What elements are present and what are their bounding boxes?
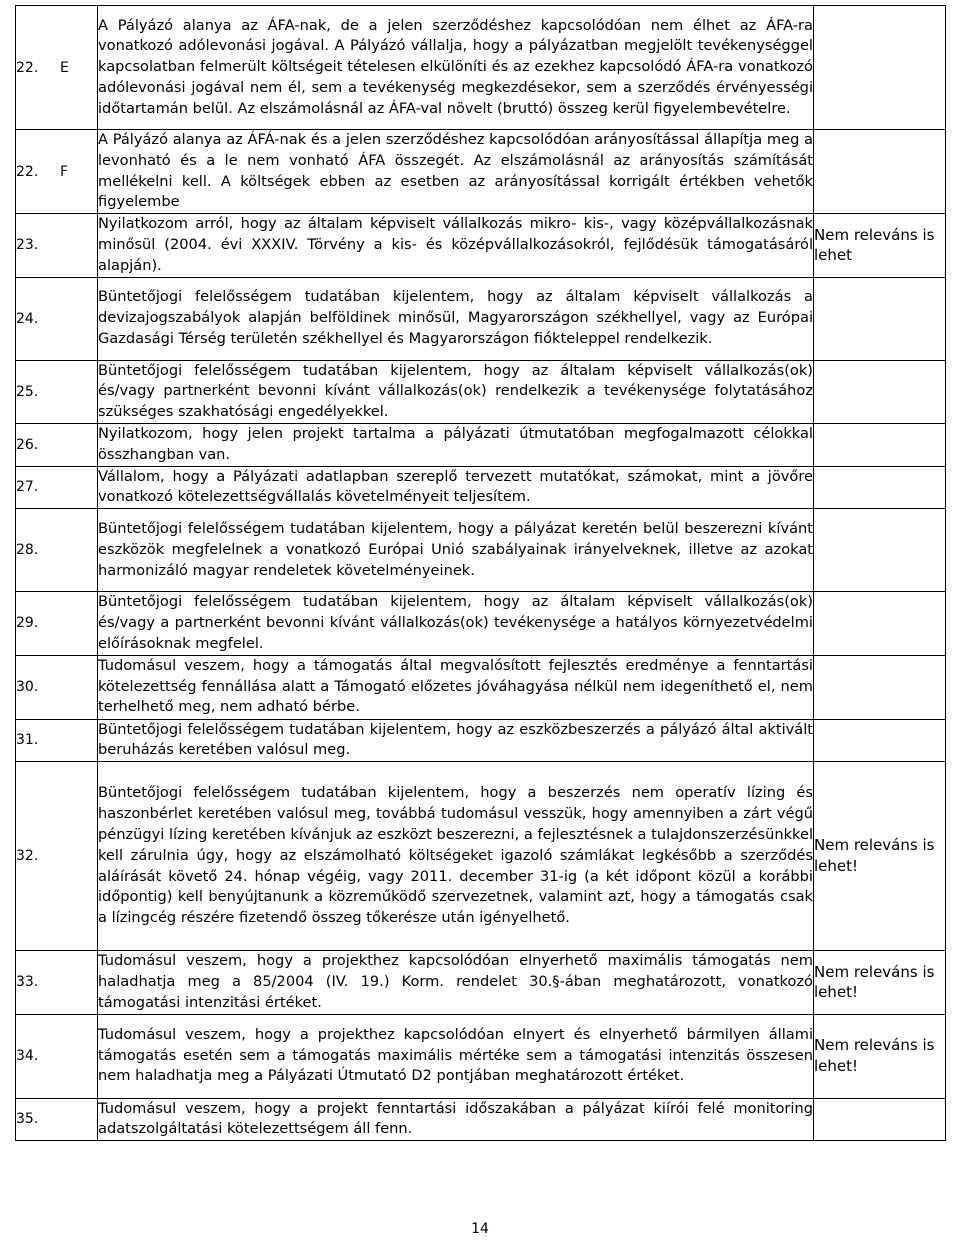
declaration-text: A Pályázó alanya az ÁFA-nak, de a jelen szerződéshez kapcsolódóan nem élhet az ÁFA-ra vonatkozó adólevonási jogával. A Pályázó vállalja, hogy a pályázatban megjelölt tevékenységgel kapcsolatban felmerült költségeit tételesen elkülöníti és az ezekhez kapcsolódó ÁFA-ra vonatkozó adólevonási jogával nem él, sem a tevékenység megkezdésekor, sem a szerződés érvényességi időtartamán belül. Az elszámolásnál az ÁFA-val növelt (bruttó) összeg kerül figyelembevételre.: [98, 6, 814, 130]
note-cell: [814, 655, 946, 719]
item-number: 24.: [16, 310, 39, 327]
table-row: [16, 1098, 946, 1141]
note-cell: [814, 1098, 946, 1141]
table-row: [16, 509, 946, 592]
item-number: 22.: [16, 163, 39, 180]
item-number-cell: [16, 951, 98, 1014]
item-number: 34.: [16, 1048, 39, 1065]
declaration-text: Büntetőjogi felelősségem tudatában kijelentem, hogy az általam képviselt vállalkozás(ok) és/vagy a partnerként bevonni kívánt vállalkozás(ok) tevékenysége a hatályos környezetvédelmi előírásoknak megfelel.: [98, 592, 814, 655]
declaration-text: Tudomásul veszem, hogy a támogatás által megvalósított fejlesztés eredménye a fenntartási kötelezettség fennállása alatt a Támogató előzetes jóváhagyása nélkül nem idegeníthető el, nem terhelhető meg, nem adható bérbe.: [98, 655, 814, 719]
note-cell: [814, 951, 946, 1014]
note-cell: [814, 509, 946, 592]
item-number: 30.: [16, 679, 39, 696]
item-number: 35.: [16, 1111, 39, 1128]
table-row: [16, 655, 946, 719]
relevance-note: Nem releváns is lehet!: [814, 1036, 935, 1076]
declaration-text: Tudomásul veszem, hogy a projekthez kapcsolódóan elnyert és elnyerhető bármilyen állami támogatás esetén sem a támogatás maximális mértéke sem a támogatási intenzitás összesen nem haladhatja meg a Pályázati Útmutató D2 pontjában meghatározott értéket.: [98, 1014, 814, 1098]
item-number-cell: [16, 423, 98, 466]
declaration-text: Büntetőjogi felelősségem tudatában kijelentem, hogy a pályázat keretén belül beszerezni kívánt eszközök megfelelnek a vonatkozó Európai Unió szabályainak irányelveknek, illetve az azokat harmonizáló magyar rendeletek követelményeinek.: [98, 509, 814, 592]
note-cell: [814, 360, 946, 423]
item-number: 23.: [16, 237, 39, 254]
declaration-text: Büntetőjogi felelősségem tudatában kijelentem, hogy az eszközbeszerzés a pályázó által aktivált beruházás keretében valósul meg.: [98, 719, 814, 762]
declaration-text: Nyilatkozom arról, hogy az általam képviselt vállalkozás mikro- kis-, vagy középvállalkozásnak minősül (2004. évi XXXIV. Törvény a kis- és középvállalkozásokról, fejlődésük támogatásáról alapján).: [98, 214, 814, 277]
table-row: [16, 592, 946, 655]
table-row: [16, 277, 946, 360]
relevance-note: Nem releváns is lehet!: [814, 836, 935, 876]
table-row: [16, 466, 946, 509]
item-number: 32.: [16, 848, 39, 865]
note-cell: [814, 466, 946, 509]
declaration-text: Tudomásul veszem, hogy a projekthez kapcsolódóan elnyerhető maximális támogatás nem haladhatja meg a 85/2004 (IV. 19.) Korm. rendelet 30.§-ában meghatározott, vonatkozó támogatási intenzitási értéket.: [98, 951, 814, 1014]
relevance-note: Nem releváns is lehet!: [814, 962, 935, 1002]
item-number-cell: [16, 6, 98, 130]
item-number-cell: [16, 762, 98, 951]
item-number-cell: [16, 509, 98, 592]
item-number: 25.: [16, 383, 39, 400]
item-number-cell: [16, 719, 98, 762]
item-number-cell: [16, 360, 98, 423]
item-number-cell: [16, 277, 98, 360]
item-letter: F: [60, 163, 69, 180]
table-row: [16, 1014, 946, 1098]
note-cell: [814, 423, 946, 466]
declarations-table: [15, 5, 946, 1141]
item-number: 29.: [16, 615, 39, 632]
note-cell: [814, 592, 946, 655]
table-row: [16, 719, 946, 762]
note-cell: [814, 719, 946, 762]
table-body: [16, 6, 946, 1141]
item-number-cell: [16, 466, 98, 509]
item-number: 33.: [16, 974, 39, 991]
table-row: [16, 6, 946, 130]
note-cell: [814, 130, 946, 214]
declaration-text: Büntetőjogi felelősségem tudatában kijelentem, hogy az általam képviselt vállalkozás a devizajogszabályok alapján belföldinek minősül, Magyarországon székhellyel, vagy az Európai Gazdasági Térség területén székhellyel és Magyarországon fiókteleppel rendelkezik.: [98, 277, 814, 360]
item-number: 28.: [16, 542, 39, 559]
note-cell: [814, 762, 946, 951]
page-number: 14: [471, 1221, 489, 1237]
declaration-text: A Pályázó alanya az ÁFÁ-nak és a jelen szerződéshez kapcsolódóan arányosítással állapítja meg a levonható és a le nem vonható ÁFA összegét. Az elszámolásnál az arányosítás számítását mellékelni kell. A költségek ebben az esetben az arányosítással korrigált értékben vehetők figyelembe: [98, 130, 814, 214]
declaration-text: Nyilatkozom, hogy jelen projekt tartalma a pályázati útmutatóban megfogalmazott célokkal összhangban van.: [98, 423, 814, 466]
table-row: [16, 214, 946, 277]
item-number: 26.: [16, 436, 39, 453]
item-number-cell: [16, 1098, 98, 1141]
note-cell: [814, 214, 946, 277]
table-row: [16, 762, 946, 951]
item-number-cell: [16, 1014, 98, 1098]
declaration-text: Büntetőjogi felelősségem tudatában kijelentem, hogy az általam képviselt vállalkozás(ok) és/vagy partnerként bevonni kívánt vállalkozás(ok) rendelkezik a tevékenysége folytatásához szükséges szakhatósági engedélyekkel.: [98, 360, 814, 423]
declaration-text: Büntetőjogi felelősségem tudatában kijelentem, hogy a beszerzés nem operatív lízing és haszonbérlet keretében valósul meg, továbbá tudomásul vesszük, hogy amennyiben a zárt végű pénzügyi lízing keretében kívánjuk az eszközt beszerezni, a fejlesztésnek a tulajdonszerzésünkkel kell zárulnia úgy, hogy az elszámolható költségeket igazoló számlákat legkésőbb a szerződés aláírását követő 24. hónap végéig, vagy 2011. december 31-ig (a két időpont közül a korábbi időpontig) kell benyújtanunk a közreműködő szervezetnek, valamint azt, hogy a támogatás csak a lízingcég részére fizetendő összeg tőkerésze után igényelhető.: [98, 762, 814, 951]
declaration-text: Vállalom, hogy a Pályázati adatlapban szereplő tervezett mutatókat, számokat, mint a jövőre vonatkozó kötelezettségvállalás követelményeit teljesítem.: [98, 466, 814, 509]
item-number-cell: [16, 214, 98, 277]
item-number-cell: [16, 655, 98, 719]
item-letter: E: [60, 59, 69, 76]
table-row: [16, 951, 946, 1014]
item-number-cell: [16, 592, 98, 655]
table-row: [16, 360, 946, 423]
note-cell: [814, 6, 946, 130]
note-cell: [814, 277, 946, 360]
item-number-cell: [16, 130, 98, 214]
item-number: 22.: [16, 59, 39, 76]
declaration-text: Tudomásul veszem, hogy a projekt fenntartási időszakában a pályázat kiírói felé monitoring adatszolgáltatási kötelezettségem áll fenn.: [98, 1098, 814, 1141]
note-cell: [814, 1014, 946, 1098]
table-row: [16, 130, 946, 214]
item-number: 31.: [16, 732, 39, 749]
item-number: 27.: [16, 479, 39, 496]
table-row: [16, 423, 946, 466]
relevance-note: Nem releváns is lehet: [814, 225, 935, 265]
